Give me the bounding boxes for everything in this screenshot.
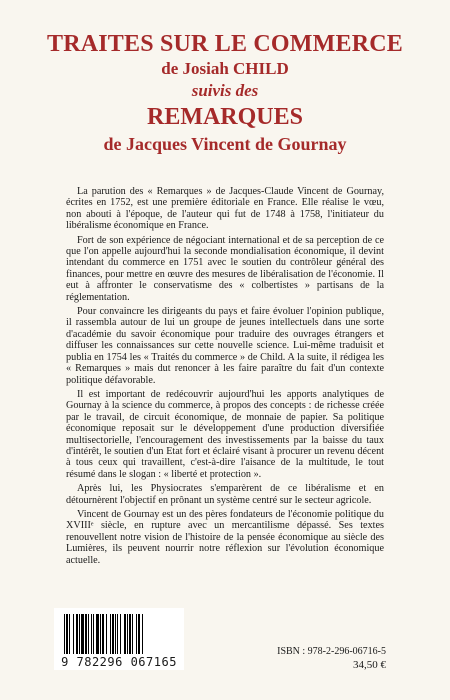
barcode [54, 608, 184, 670]
barcode-bar [136, 614, 137, 654]
barcode-bar [93, 614, 94, 654]
paragraph-4: Il est important de redécouvrir aujourd'hui les apports analytiques de Gournay à la science du commerce, à propos des concepts : de richesse créée par le travail, de circuit économique, de monnaie de papier. Sa politique économique reposait sur le développement d'une production diversifiée multisectorielle, l'encouragement des investissements par la baisse du taux d'intérêt, le soutien d'un Etat fort et éclairé visant à procurer un revenu décent à tous ceux qui travaillent, c'est-à-dire l'aisance de la multitude, le tout résumé dans le slogan : « liberté et protection ». [66, 388, 384, 480]
barcode-bar [115, 614, 116, 654]
barcode-bar [127, 614, 128, 654]
paragraph-3: Pour convaincre les dirigeants du pays et faire évoluer l'opinion publique, il rassembla autour de lui un groupe de jeunes intellectuels dans une sorte d'académie du savoir économique pour traduire des ouvrages étrangers et diffuser les connaissances sur cette nouvelle science. Lui-même traduisit et publia en 1754 les « Traités du commerce » de Child. A la suite, il rédigea les « Remarques » mais dut renoncer à les faire paraître du fait d'un contexte politique défavorable. [66, 306, 384, 386]
paragraph-1: La parution des « Remarques » de Jacques-Claude Vincent de Gournay, écrites en 1752, est une première éditoriale en France. Elle réalise le vœu, non abouti à l'époque, de l'auteur qui fut de 1748 à 1758, l'initiateur du libéralisme économique en France. [66, 186, 384, 232]
book-title-2: REMARQUES [146, 104, 303, 130]
barcode-bar [106, 614, 107, 654]
barcode-bar [66, 614, 68, 654]
barcode-bar [138, 614, 140, 654]
barcode-bar [96, 614, 99, 654]
barcode-bar [79, 614, 80, 654]
barcode-bar [85, 614, 87, 654]
barcode-bar [129, 614, 131, 654]
paragraph-2: Fort de son expérience de négociant international et de sa perception de ce que l'on appelle aujourd'hui la seconde mondialisation économique, il devint intendant du commerce en 1751 avec le soutien du contrôleur général des finances, pour mettre en œuvre des mesures de libéralisation de l'économie. Il eut à affronter le conservatisme des « colbertistes » partisans de la réglementation. [66, 234, 384, 303]
barcode-bar [76, 614, 78, 654]
barcode-bar [73, 614, 74, 654]
barcode-bar [117, 614, 118, 654]
book-title: TRAITES SUR LE COMMERCE [47, 31, 403, 57]
price: 34,50 € [353, 659, 386, 671]
barcode-bar [100, 614, 101, 654]
cover-header [0, 30, 450, 156]
suivis-des: suivis des [191, 81, 259, 100]
barcode-bar [81, 614, 84, 654]
barcode-bar [69, 614, 70, 654]
barcode-bar [102, 614, 104, 654]
barcode-bar [110, 614, 111, 654]
barcode-bar [132, 614, 133, 654]
paragraph-6: Vincent de Gournay est un des pères fondateurs de l'économie politique du XVIIIᵉ siècle, en rupture avec un mercantilisme dépassé. Ses textes renouvellent notre vision de l'histoire de la pensée économique au siècle des Lumières, ils peuvent nourrir notre réflexion sur l'évolution économique actuelle. [66, 508, 384, 566]
book-author: de Josiah CHILD [161, 59, 289, 78]
barcode-bar [124, 614, 126, 654]
book-author-2: de Jacques Vincent de Gournay [103, 134, 347, 154]
paragraph-5: Après lui, les Physiocrates s'emparèrent de ce libéralisme et en détournèrent l'objectif en prônant un système centré sur le secteur agricole. [66, 483, 384, 506]
barcode-bar [112, 614, 114, 654]
barcode-bar [88, 614, 89, 654]
barcode-bar [142, 614, 143, 654]
barcode-digits: 9 782296 067165 [61, 655, 177, 669]
barcode-bar [64, 614, 65, 654]
barcode-bar [120, 614, 121, 654]
back-cover-text [66, 186, 384, 569]
isbn: ISBN : 978-2-296-06716-5 [277, 646, 386, 657]
barcode-bars [64, 614, 176, 654]
barcode-bar [91, 614, 92, 654]
